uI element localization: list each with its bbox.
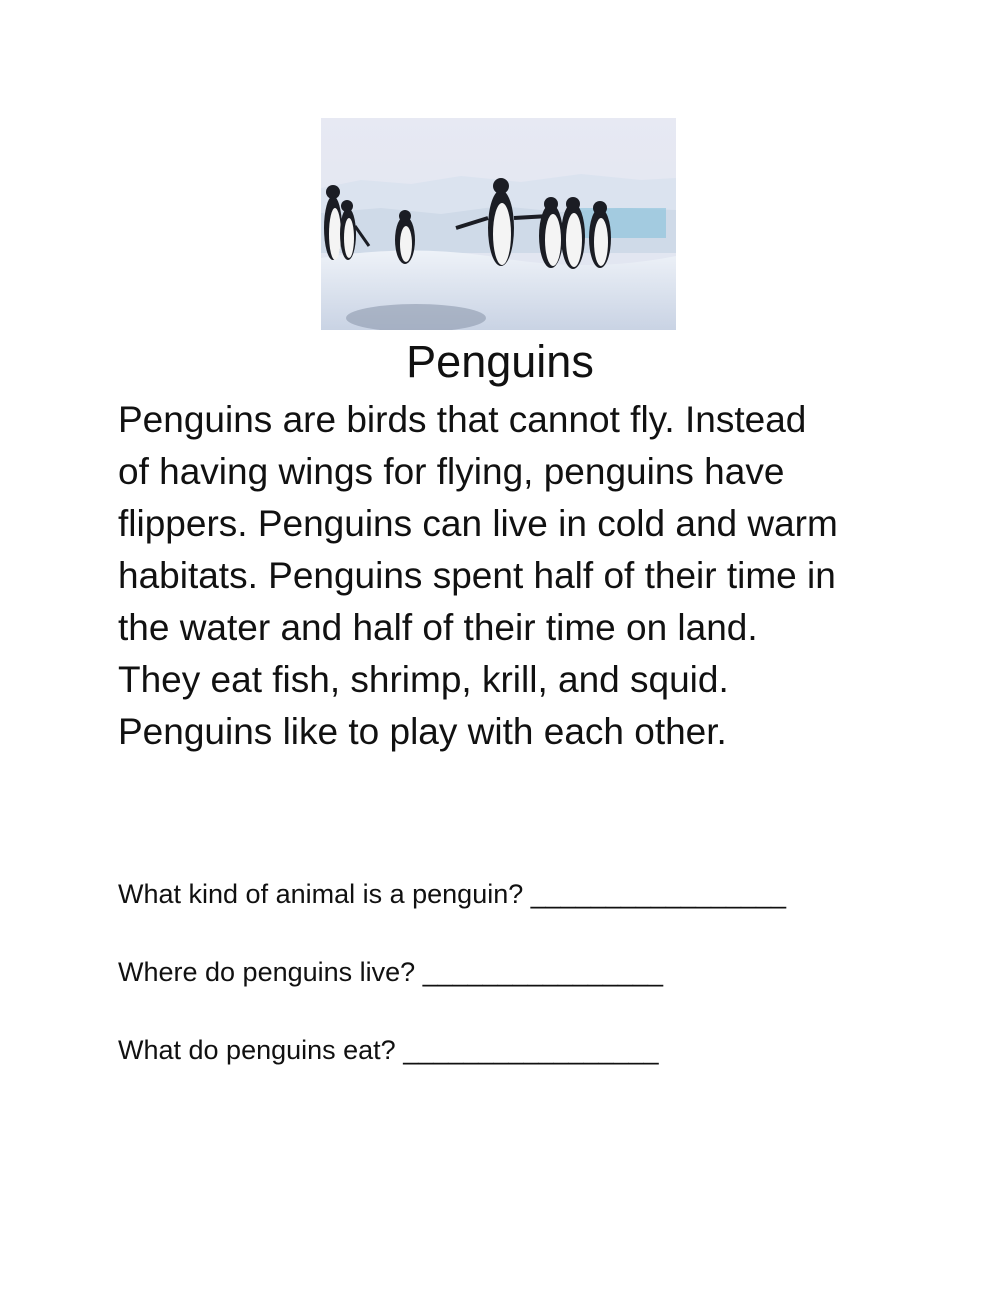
question-text: What kind of animal is a penguin? [118, 879, 524, 909]
penguins-on-ice-icon [321, 118, 676, 330]
question-list [118, 874, 938, 1108]
question-text: What do penguins eat? [118, 1035, 396, 1065]
passage-line: Penguins like to play with each other. [118, 711, 727, 752]
page-title: Penguins [406, 336, 594, 387]
answer-blank[interactable]: _________________ [530, 879, 787, 909]
question-text: Where do penguins live? [118, 957, 416, 987]
passage-line: the water and half of their time on land. [118, 607, 758, 648]
question-diet [118, 1030, 938, 1070]
passage-line: flippers. Penguins can live in cold and warm [118, 503, 838, 544]
reading-passage [118, 394, 938, 758]
passage-line: habitats. Penguins spent half of their time in [118, 555, 836, 596]
answer-blank[interactable]: ________________ [422, 957, 663, 987]
question-animal-kind [118, 874, 938, 914]
question-habitat [118, 952, 938, 992]
answer-blank[interactable]: _________________ [403, 1035, 659, 1065]
penguins-photo [321, 118, 676, 330]
passage-line: of having wings for flying, penguins have [118, 451, 785, 492]
passage-line: Penguins are birds that cannot fly. Instead [118, 399, 807, 440]
passage-line: They eat fish, shrimp, krill, and squid. [118, 659, 729, 700]
